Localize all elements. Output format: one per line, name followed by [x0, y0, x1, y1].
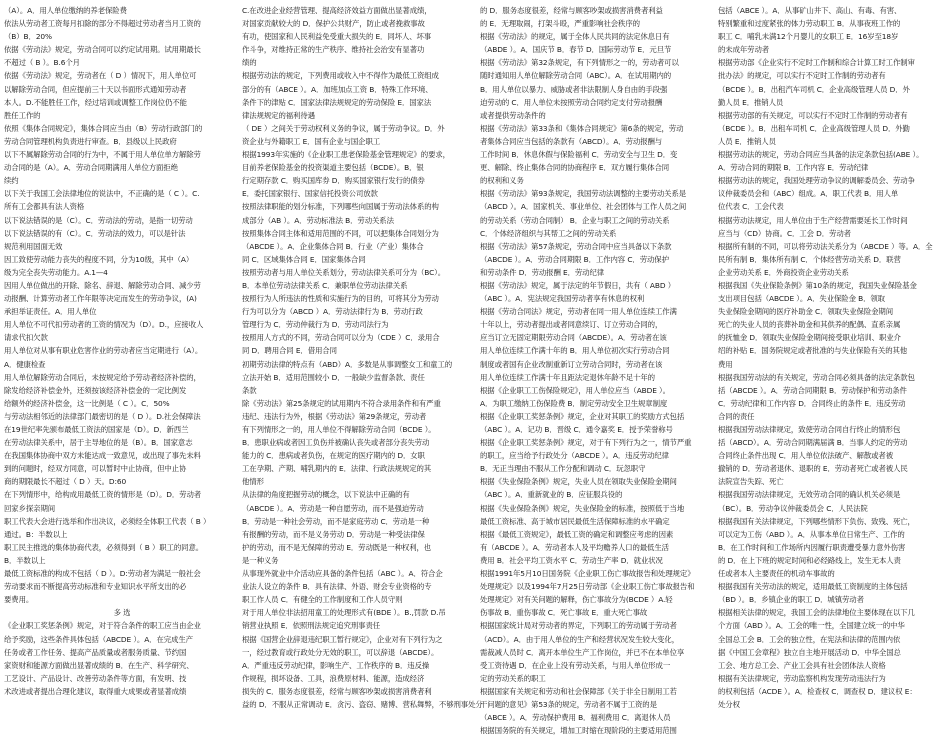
text-line: 工作时间 B．休息休假与保险福利 C．劳动安全与卫生 D．变: [480, 150, 678, 160]
text-line: 的抚恤金 D．领取失业保险金期间接受职业培训、职业介: [718, 333, 901, 343]
text-line: （BC）。B．劳动争议仲裁委员会 C．人民法院: [718, 503, 868, 513]
text-line: 根据劳动法规定，用人单位由于生产经营需要延长工作时间: [718, 215, 908, 225]
text-line: 不超过（ B ）。B.6个月: [4, 58, 80, 68]
text-line: 是一种义务: [242, 555, 279, 565]
text-line: 以解除劳动合同，但应提前三十天以书面形式通知劳动者: [4, 84, 187, 94]
text-line: 初期劳动法律的特点有（ABD）A．多数是从事调整女工和童工的: [242, 359, 453, 369]
text-line: 最低工资标准的构成不包括（ D ）。D:劳动者为满足一般社会: [4, 569, 201, 579]
text-line: 到的问题时，经双方同意，可以暂时中止协商，但中止协: [4, 464, 187, 474]
text-line: 绍的补贴 E．国务院规定或者批准的与失业保险有关的其他: [718, 346, 908, 356]
text-line: 条款: [242, 385, 257, 395]
text-line: B．患职业病或者因工负伤并被确认丧失或者部分丧失劳动: [242, 438, 430, 448]
text-line: 根据我国劳动法律规定，无效劳动合同的确认机关必须是: [718, 490, 901, 500]
text-line: 按照集体合同主体和适用范围的不同，可以把集体合同划分为: [242, 228, 439, 238]
text-line: （A）。A．用人单位缴纳的养老保险费: [4, 6, 127, 15]
text-line: 任务或者工作任务、提高产品质量或者服务质量、节约国: [4, 647, 187, 657]
text-line: 所有工会都具有法人资格: [4, 202, 85, 212]
text-line: 根据劳动部《企业实行不定时工作制和综合计算工时工作制审: [718, 58, 915, 68]
text-line: 或者提供劳动条件的: [480, 110, 546, 120]
text-line: 法院宣告失踪、死亡: [718, 477, 784, 487]
text-line: 应当与（CD）协商。C．工会 D．劳动者: [718, 228, 851, 238]
text-line: 承担举证责任。A．用人单位: [4, 307, 97, 317]
text-line: C．劳动纪律和工作内容 D．合同终止的条件 E．违反劳动: [718, 398, 906, 408]
text-line: 根据劳动部的有关规定，可以实行不定时工作制的劳动者有: [718, 110, 908, 120]
text-line: 按照法律职能的划分标准，下列哪些向国属于劳动法体系的构: [242, 202, 439, 212]
text-line: 有功，使国家和人民利益免受重大损失的 E．同坏人、坏事: [242, 32, 432, 42]
text-line: B．半数以上: [4, 555, 46, 565]
text-line: 合同终止条件出现 C．用人单位依法破产、解散或者被: [718, 451, 893, 461]
text-line: 职工作人员 C．有健全的工作制度和工作人员守则: [242, 595, 403, 605]
text-line: 人员 E．推销人员: [718, 136, 776, 146]
text-column: [480, 4, 716, 737]
text-line: 资企业与外籍职工 E．国有企业与国企职工: [242, 136, 381, 146]
text-line: 的劳动关系（劳动合同制） B．企业与职工之间的劳动关系: [480, 215, 670, 225]
text-line: 批办法》的规定，可以实行不定时工作制的劳动者有: [718, 71, 886, 81]
text-line: 根据《劳动法》第57条规定，劳动合同中应当具备以下条款: [480, 241, 672, 251]
text-line: 用人单位不可代扣劳动者的工资的情况为（D）。D.，应接收人: [4, 320, 204, 330]
text-line: A．为职工缴纳工伤保险费 B．制定劳动安全卫生规章制度: [480, 398, 668, 408]
text-line: 的职工，应当给予行政处分（ABCDE ）。A．违反劳动纪律: [480, 451, 669, 461]
text-line: 护的劳动，而不是无保障的劳动 E．劳动既是一种权利，也: [242, 542, 432, 552]
text-line: 行为可以分为（ABCD ）A．劳动法律行为 B．劳动行政: [242, 307, 423, 317]
text-line: 他情形: [242, 477, 264, 487]
text-line: 位代表 C．工会代表: [718, 202, 784, 212]
text-line: 按照行为人所违法的性质和实施行为的目的，可将其分为劳动: [242, 294, 439, 304]
text-line: 用人单位解除劳动合同后，未按规定给予劳动者经济补偿的，: [4, 372, 201, 382]
text-line: 因工致使劳动能力丧失的程度不同，分为10级，其中（A）: [4, 254, 194, 264]
text-line: 括（ABCD）。A．劳动合同期满届满 B．当事人约定的劳动: [718, 438, 908, 448]
text-line: 职工 C．哺乳未满12个月婴儿的女职工 E．16岁至18岁: [718, 32, 899, 42]
text-line: 的 D．服务态度很差，经常与顾客吵架或损害消费者利益: [480, 6, 663, 15]
text-line: 失业保险金期间的医疗补助金 C．领取失业保险金期间: [718, 307, 893, 317]
text-line: 动合同的是（A）。A．劳动合同期满用人单位方面拒绝: [4, 163, 178, 173]
text-line: 部分的有（ABCE ）。A．加班加点工资 B．特殊工作环境、: [242, 84, 433, 94]
text-line: 根据我国《失业保险条例》第10条的规定，我国失业保险基金: [718, 280, 917, 290]
text-line: B．本单位劳动法律关系 C．兼职单位劳动法律关系: [242, 280, 408, 290]
text-line: 死亡的失业人员的丧葬补助金和其供养的配偶、直系亲属: [718, 320, 901, 330]
text-line: 根据国务院的有关规定，增加工时缩在现阶段的主要适用范围: [480, 726, 677, 736]
text-line: 依据《劳动法》规定，劳动者在（ D ）情况下，用人单位可: [4, 71, 197, 81]
text-line: 根据劳动法的规定，劳动合同应当具备的法定条款包括(ABE ）。: [718, 150, 924, 160]
text-line: （ABCE ）。A．劳动保护费用 B．福利费用 C．离退休人员: [480, 713, 671, 723]
text-line: 给予奖励，这些条件具体包括（ABCDE ）。A．在完成生产: [4, 634, 193, 644]
text-line: 括（ABCDE ）。A．劳动合同期限 B．劳动保护和劳动条件: [718, 385, 907, 395]
text-line: 依据《劳动法》规定，劳动合同可以约定试用期。试用期最长: [4, 45, 201, 55]
text-line: （ABCD ）。A．国家机关、事业单位、社会团体与工作人员之间: [480, 202, 687, 212]
text-line: 根据我国劳动法律规定，致使劳动合同自行终止的情形包: [718, 425, 901, 434]
text-line: 按照用人方式的不同，劳动合同可以分为（CDE ）C．录用合: [242, 333, 440, 343]
text-line: 家资财和能源方面做出显著成绩的 B．在生产、科学研究、: [4, 660, 194, 670]
text-line: 在19世纪率先颁布最低工资法的国家是（D）。D．新西兰: [4, 425, 189, 434]
text-line: 根据《失业保险条例》规定，失业保险金的标准，按照低于当地: [480, 503, 685, 513]
text-line: 根据国家统计局对劳动者的界定，下列职工的劳动属于劳动者: [480, 621, 677, 631]
text-line: 在我国集体协商中双方未能达成一致意见，或出现了事先未料: [4, 451, 201, 461]
text-line: 用人单位对从事有职业危害作业的劳动者应当定期进行（A）。: [4, 346, 203, 356]
text-line: 请求代扣欠款: [4, 333, 48, 343]
text-line: 立法开始 B．适用范围较小 D．一般缺少监督条款、责任: [242, 372, 425, 382]
text-line: 以下关于我国工会法律地位的说法中，不正确的是（ C ）。C.: [4, 189, 200, 199]
text-line: 企业劳动关系 E．外商投资企业劳动关系: [718, 267, 849, 277]
text-line: B．用人单位以暴力、威胁或者非法限制人身自由的手段强: [480, 84, 668, 94]
text-line: E．委托国家银行、国家信托投资公司放款: [242, 189, 378, 199]
text-line: 同 C．区域集体合同 E．国家集体合同: [242, 254, 366, 264]
text-line: 的权利包括（ACDE ）。A．检查权 C．调查权 D．建议权 E：: [718, 686, 917, 696]
text-line: （ABCDE ）。A．企业集体合同 B．行业（产业）集体合: [242, 241, 424, 251]
text-line: 个方面（ABD ）。A．工会的唯一性，全国建立统一的中华: [718, 621, 905, 631]
text-line: 作斗争，对维持正常的生产秩序、维持社会治安有显著功: [242, 45, 425, 55]
text-line: 用人单位连续工作满十年且距法定退休年龄不足十年的: [480, 372, 655, 382]
text-line: C．个体经济组织与其帮工之间的劳动关系: [480, 228, 617, 238]
text-line: 违纪、违法行为外，根据《劳动法》第29条规定，劳动者: [242, 411, 427, 421]
text-line: 通过。B：半数以上: [4, 529, 68, 539]
text-line: 职工代表大会进行选举和作出决议，必须经全体职工代表（ B ）: [4, 516, 211, 526]
text-line: 从法律的角度把握劳动的概念，以下说法中正确的有: [242, 490, 410, 500]
text-line: B．无正当理由不服从工作分配和调动 C．玩忽职守: [480, 464, 646, 474]
text-line: 能力的 C．患病或者负伤，在规定的医疗期内的 D．女职: [242, 451, 425, 461]
text-line: （B）B．20%: [4, 32, 52, 42]
text-line: C.在改进企业经营管理、提高经济效益方面做出显著成绩，: [242, 6, 432, 15]
text-line: 商的期限最长不超过（ D ）天。D:60: [4, 477, 127, 487]
text-line: （BCDE ）。B．出租车司机 C．企业高级管理人员 D．外勤: [718, 123, 910, 133]
text-line: 在劳动法律关系中，居于主导地位的是（B）。B．国家意志: [4, 438, 193, 448]
text-line: 根据所有制的不同，可以将劳动法关系分为（ABCDE ）等。A．全: [718, 241, 933, 251]
text-line: 行定期存款 C．购买国库券 D．购买国家银行发行的债券: [242, 176, 425, 186]
text-line: 干问题的意见》第53条的规定，劳动者不属于工资的是: [480, 699, 657, 709]
text-line: 管理行为 C．劳动仲裁行为 D．劳动司法行为: [242, 320, 389, 330]
text-line: 合同的责任: [718, 411, 755, 421]
text-line: 依法从劳动者工资每月扣除的部分不得超过劳动者当月工资的: [4, 19, 201, 29]
text-line: 胜任工作的: [4, 110, 41, 120]
text-line: 益的 D．不服从正常调动 E．贪污、盗窃、赌博、营私舞弊，不够刑事处分: [242, 699, 483, 709]
text-line: 议仲裁委员会和（ABC）组成。A．职工代表 B．用人单: [718, 189, 899, 199]
text-line: 根据劳动法的规定，下列费用或收入中不得作为最低工资组成: [242, 71, 439, 81]
text-line: 本人。D.不能胜任工作，经过培训或调整工作岗位仍不能: [4, 97, 187, 107]
text-line: 根据《失业保险条例》规定，失业人员在领取失业保险金期间: [480, 477, 677, 487]
text-line: 劳动要求而不断提高劳动标准和专业知识水平所支出的必: [4, 582, 187, 592]
text-line: 需裁减人员时 C．离开本单位生产工作岗位，并已不在本单位享: [480, 647, 685, 657]
text-line: 费用 B．社会平均工资水平 C．劳动生产率 D．就业状况: [480, 555, 663, 565]
text-line: 以下说法错误的有（C）。C．劳动法的效力，可以是针法: [4, 228, 186, 238]
text-line: （ABCDE ）。A．劳动合同期限 B．工作内容 C．劳动保护: [480, 254, 669, 264]
text-line: 条件下的津贴 C．国家法律法规规定的劳动保险 E．国家法: [242, 97, 432, 107]
text-line: 除发给经济补偿金外，还须按该经济补偿金的一定比例发: [4, 385, 187, 395]
text-line: B．在工作时间和工作场所内因履行职责遭受暴力意外伤害: [718, 542, 906, 552]
text-line: 更、解除、终止集体合同的协商程序 E．双方履行集体合同: [480, 163, 670, 173]
text-line: 有（ABCDE ）。A．劳动者本人及平均赡养人口的最低生活: [480, 542, 669, 552]
text-line: 同 D．聘用合同 E．借用合同: [242, 346, 337, 356]
text-line: 除《劳动法》第25条规定的试用期内不符合录用条件和有严重: [242, 398, 441, 408]
text-line: 依照《集体合同规定》，集体合同应当由（B）劳动行政部门的: [4, 123, 203, 133]
text-line: 费用: [718, 359, 733, 369]
text-line: （ DE ）之间关于劳动权利义务的争议，属于劳动争议。D．外: [242, 123, 445, 133]
text-line: 作规程，损坏设备、工具，浪费原材料、能源，造成经济: [242, 673, 425, 683]
text-line: 给额外的经济补偿金，这一比例是（ C ）。C．50%: [4, 398, 170, 408]
text-line: 以下说法错误的是（C）。C．劳动法的劳动，是指一切劳动: [4, 215, 193, 225]
text-line: 绩的: [242, 58, 257, 68]
text-line: 根据《劳动法》第93条规定，我国劳动法调整的主要劳动关系是: [480, 189, 687, 199]
text-line: 的权利和义务: [480, 176, 524, 186]
text-line: 迫劳动的 C．用人单位未按照劳动合同约定支付劳动报酬: [480, 97, 663, 107]
text-line: 勤人员 E．推销人员: [718, 97, 784, 107]
text-line: 包括（ABCE ）。A．从事矿山井下、高山、有毒、有害、: [718, 6, 902, 15]
text-column: [242, 4, 483, 737]
text-line: 损失的 C．服务态度很差，经常与顾客吵架或损害消费者利: [242, 686, 432, 696]
text-line: 根据我国有关法律规定，下列哪些情形下负伤、致残、死亡，: [718, 516, 915, 526]
text-line: 律法规规定的福利待遇: [242, 110, 315, 120]
text-line: 特别繁重和过度紧张的体力劳动职工 B．从事夜班工作的: [718, 19, 901, 29]
text-line: 与劳动法相邻近的法律部门最密切的是（ D ）。D.社会保障法: [4, 411, 201, 421]
text-line: 回家乡探亲期间: [4, 503, 56, 513]
text-line: 根据《劳动合同法》规定，劳动者在同一用人单位连续工作满: [480, 307, 677, 317]
text-line: 对于用人单位非法招用童工的处理形式有(BDE ）。B.,罚款 D.吊: [242, 608, 446, 618]
text-line: 处理规定》以及1994年7月25日劳动部《企业职工伤亡事故报告和: [480, 582, 695, 592]
text-line: 可以定为工伤（ABD ）。A．从事本单位日常生产、工作的: [718, 529, 905, 539]
text-line: 目前养老保险基金的投资渠道主要包括（BCDE）。B．银: [242, 163, 424, 173]
text-line: 支出项目包括（ABCDE ）。A．失业保险金 B．领取: [718, 294, 885, 304]
text-line: 根据相关法律的规定，我国工会的法律地位主要体现在以下几: [718, 608, 915, 618]
text-line: 《企业职工奖惩条例》规定，对于符合条件的职工应当由企业: [4, 621, 201, 631]
text-line: 要费用。: [4, 595, 34, 605]
text-line: （ABC ）。A．重新就业的 B．应征服兵役的: [480, 490, 623, 500]
text-line: 根据《劳动法》规定，属于法定的年节假日，共有（ ABD ）: [480, 280, 675, 290]
text-line: 从事现外就业中介活动应具备的条件包括（ABC ）。A．符合企: [242, 569, 443, 579]
text-column: [718, 4, 948, 737]
text-line: 据《中国工会章程》独立自主地开展活动 D．中华全国总: [718, 647, 901, 657]
text-line: 者集体合同应当包括的条款有（ABCD）。A．劳动报酬与: [480, 136, 663, 146]
text-line: 动报酬、计算劳动者工作年限等决定而发生的劳动争议，(A): [4, 294, 197, 304]
text-line: 根据《劳动法》的规定，属于全体人民共同的法定休息日有: [480, 32, 670, 42]
text-line: 处理规定》对有关问题的解释，伤亡事故分为(BCDE ）A.轻: [480, 595, 673, 605]
text-line: 根据我国劳动法的有关规定，劳动合同必须具备的法定条款包: [718, 372, 915, 382]
text-line: 对国家贡献较大的 D．保护公共财产，防止或者挽救事故: [242, 19, 425, 29]
text-line: （ABCDE ）。A．劳动是一种自愿劳动，而不是强迫劳动: [242, 503, 424, 513]
text-line: 术改进或者提出合理化建议，取得重大成果或者显著成绩: [4, 686, 187, 696]
text-line: 成部分（AB ）。A．劳动标准法 B．劳动关系法: [242, 215, 394, 225]
text-line: 根据有关法律规定，劳动监察机构发现劳动违法行为: [718, 673, 886, 683]
text-line: 规范利用国面无效: [4, 241, 63, 251]
text-line: 最低工资标准、高于城市居民最低生活保障标准的水平确定: [480, 516, 670, 526]
text-line: （ABC ）。A．宪法规定我国劳动者享有休息的权利: [480, 294, 645, 304]
text-line: 工在孕期、产期、哺乳期内的 E．法律、行政法规规定的其: [242, 464, 432, 474]
text-line: 劳动合同管理机构负责进行审查。B．县级以上民政府: [4, 136, 177, 146]
text-line: 销营业执照 E．依照刑法规定追究刑事责任: [242, 621, 381, 631]
text-line: 根据1991年5月10日国务院《企业职工伤亡事故报告和处理规定》: [480, 569, 695, 579]
text-line: 根据国家有关规定和劳动和社会保障部《关于非全日制用工若: [480, 686, 677, 696]
text-line: 职工民主推选的集体协商代表，必须得到（ B ）职工的同意。: [4, 542, 204, 552]
text-line: 的 E．无理取闹，打架斗殴，严重影响社会秩序的: [480, 19, 640, 29]
text-line: 按照劳动者与用人单位关系划分，劳动法律关系可分为（BC）。: [242, 267, 446, 277]
text-line: 根据我国有关劳动法的规定，适用最低工资制度的主体包括: [718, 582, 908, 592]
text-line: 根据《劳动法》第32条规定，有下列情形之一的，劳动者可以: [480, 58, 679, 68]
text-line: 根据1993年实施的《企业职工患老保险基金管理规定》的要求，: [242, 150, 450, 160]
text-line: 以下不属解除劳动合同的行为中，不属于用人单位单方解除劳: [4, 150, 201, 160]
text-line: 定的劳动关系的职工: [480, 673, 546, 683]
text-line: 民所有制 B．集体所有制 C．个体经营劳动关系 D．联营: [718, 254, 901, 264]
text-line: 工会、地方总工会、产业工会具有社会团体法人资格: [718, 660, 886, 670]
text-line: A．劳动合同的期限 B．工作内容 E．劳动纪律: [718, 163, 869, 173]
text-line: 撤销的 D．劳动者退休、退职的 E．劳动者死亡或者被人民: [718, 464, 908, 474]
text-line: （ACD）。A．由于用人单位的生产和经营状况发生较大变化，: [480, 634, 680, 644]
text-line: 一，经过教育或行政处分无效的职工，可以辞退（ABCDE）。: [242, 647, 439, 657]
text-line: 任或者本人主要责任的机动车事故的: [718, 569, 835, 579]
text-line: 根据《企业职工奖惩条例》规定，对于有下列行为之一，情节严重: [480, 438, 692, 448]
text-line: （ABDE ）。A．国庆节 B．春节 D．国际劳动节 E．元旦节: [480, 45, 672, 55]
text-line: 业法人设立的条件 B．具有法律、外语、财会专业资格的专: [242, 582, 432, 592]
text-column: [4, 4, 240, 737]
text-line: 受工资待遇 D．在企业上没有劳动关系，与用人单位形成一: [480, 660, 671, 670]
text-line: 有报酬的劳动，而不是义务劳动 D．劳动是一种受法律保: [242, 529, 425, 539]
text-line: 因用人单位做出的开除、除名、辞退、解除劳动合同、减少劳: [4, 280, 201, 290]
text-line: 根据《最低工资规定》，最低工资的确定和调整应考虑的因素: [480, 529, 674, 539]
text-line: 在下列情形中，给构成用最低工资的情形是（D）。D．劳动者: [4, 490, 202, 500]
text-line: 工艺设计、产品设计、改善劳动条件等方面，有发明、技: [4, 673, 187, 683]
text-line: A．严重违反劳动纪律，影响生产、工作秩序的 B．违反操: [242, 660, 430, 670]
text-line: 随时通知用人单位解除劳动合同（ABC）。A．在试用期内的: [480, 71, 672, 81]
text-line: 续约: [4, 176, 19, 186]
text-line: 伤事故 B．重伤事故 C．死亡事故 E．重大死亡事故: [480, 608, 648, 618]
text-line: 十年以上，劳动者提出或者同意续订、订立劳动合同的，: [480, 320, 663, 330]
text-line: 应当订立无固定期限劳动合同（ABCDE）。A．劳动者在该: [480, 333, 667, 343]
text-line: B．劳动是一种社会劳动，而不是家庭劳动 C．劳动是一种: [242, 516, 430, 526]
text-line: 根据《劳动法》第33条和《集体合同规定》第6条的规定，劳动: [480, 123, 684, 133]
text-line: 全国总工会 B．工会的独立性，在宪法和法律的范围内依: [718, 634, 901, 644]
text-line: A．健康检查: [4, 359, 46, 369]
text-line: （BCDE ）。B．出租汽车司机 C．企业高级管理人员 D．外: [718, 84, 910, 94]
text-line: 的 D．在上下班的规定时间和必经路线上，发生无本人责: [718, 555, 901, 565]
text-line: 有下列情形之一的，用人单位不得解除劳动合同（BCDE ）。: [242, 425, 436, 434]
text-line: 处分权: [718, 699, 740, 709]
text-line: 级为完全丧失劳动能力。A.1—4: [4, 267, 108, 277]
text-line: 根据劳动法的规定，我国处理劳动争议的调解委员会、劳动争: [718, 176, 915, 186]
text-line: 根据《企业职工奖惩条例》规定，企业对其职工的奖励方式包括: [480, 411, 685, 421]
text-line: 制度或者国有企业改制重新订立劳动合同时，劳动者在该: [480, 359, 663, 369]
text-line: 和劳动条件 D．劳动报酬 E．劳动纪律: [480, 267, 605, 277]
text-line: （BD ）。B．乡镇企业的职工 D．城镇劳动者: [718, 595, 864, 605]
text-line: 多 选: [113, 608, 131, 618]
text-line: 的未成年劳动者: [718, 45, 770, 55]
text-line: 用人单位连续工作满十年的 B．用人单位初次实行劳动合同: [480, 346, 670, 356]
text-line: （ABC ）。A．记功 B．晋级 C．通令嘉奖 E．授予荣誉称号: [480, 425, 673, 434]
text-line: 根据《企业职工工伤保险规定》，用人单位应当（ABDE ）。: [480, 385, 670, 395]
text-line: 根据《国营企业辞退违纪职工暂行规定》，企业对有下列行为之: [242, 634, 443, 644]
